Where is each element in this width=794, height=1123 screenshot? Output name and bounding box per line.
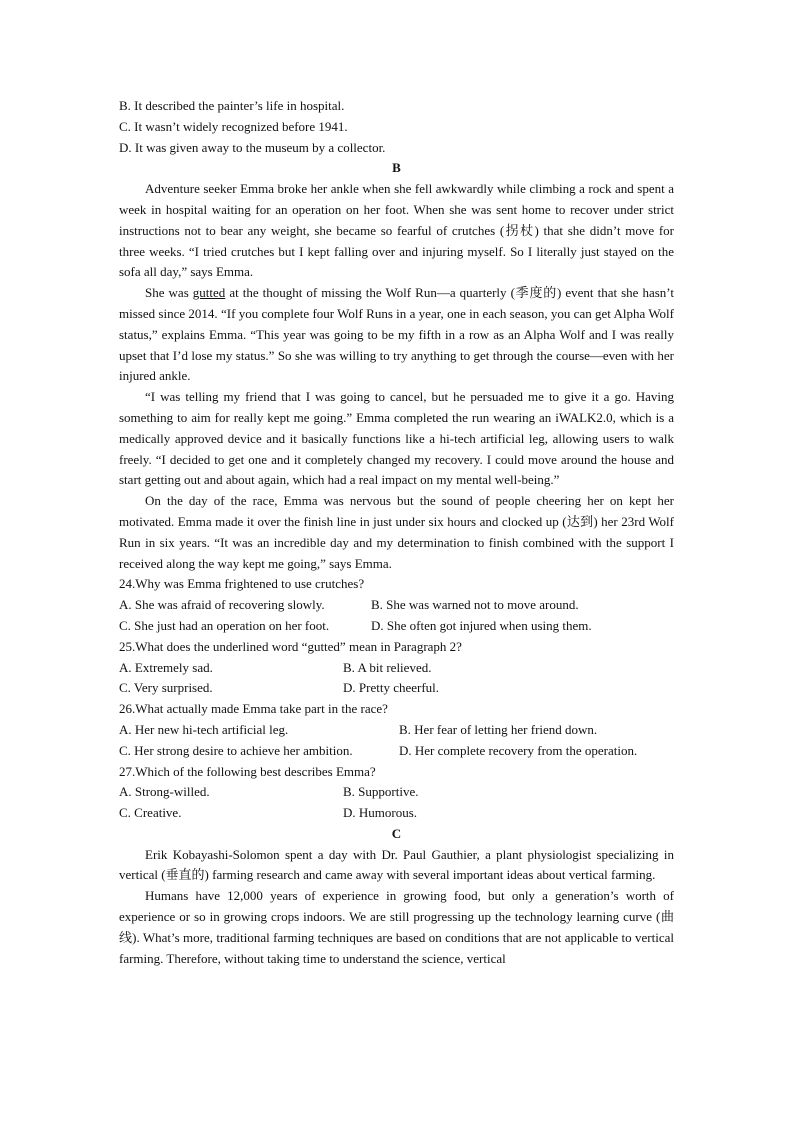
option-a: A. She was afraid of recovering slowly.: [119, 597, 325, 613]
option-c: C. Creative.: [119, 805, 182, 821]
section-b-paragraph-3: “I was telling my friend that I was going to cancel, but he persuaded me to give it a go. Having something to aim for really kept me going.” Emma completed the run wearing an iWALK2.0, which is a medically approved device and it basically functions like a hi-tech artificial leg, allowing users to walk freely. “I decided to get one and it completely changed my recovery. I could move around the house and start getting out and about again, which had a real impact on my mental well-being.”: [119, 389, 674, 488]
section-c-paragraph-1: Erik Kobayashi-Solomon spent a day with Dr. Paul Gauthier, a plant physiologist specializing in vertical (垂直的) farming research and came away with several important ideas about vertical farming.: [119, 846, 674, 883]
paragraph-2-start: She was: [145, 285, 193, 301]
option-c: C. Her strong desire to achieve her ambition.: [119, 742, 353, 758]
option-d: D. Her complete recovery from the operation.: [399, 742, 638, 758]
option-d: D. Pretty cheerful.: [343, 680, 440, 696]
section-b-heading: B: [392, 160, 401, 176]
question-27-options-row-1: [119, 782, 674, 803]
option-d: D. Humorous.: [343, 805, 418, 821]
section-c-heading: C: [391, 825, 402, 841]
option-b: B. Her fear of letting her friend down.: [399, 721, 598, 737]
question-24-options-row-2: [119, 616, 674, 637]
section-c-paragraph-2: Humans have 12,000 years of experience in growing food, but only a generation’s worth of experience or so in growing crops indoors. We are still progressing up the technology learning curve (曲线). What’s more, traditional farming techniques are based on conditions that are not applicable to vertical farming. Therefore, without taking time to understand the science, vertical: [119, 888, 674, 966]
section-b-paragraph-4: On the day of the race, Emma was nervous but the sound of people cheering her on kept her motivated. Emma made it over the finish line in just under six hours and clocked up (达到) her 23rd Wolf Run in six years. “It was an incredible day and my determination to finish combined with the support I received along the way kept me going,” says Emma.: [119, 493, 674, 571]
section-b-paragraph-2: [119, 283, 674, 387]
question-25-stem: 25.What does the underlined word “gutted” mean in Paragraph 2?: [119, 638, 462, 654]
underlined-word-gutted: gutted: [192, 285, 226, 301]
option-a: A. Strong-willed.: [119, 784, 210, 800]
option-a: A. Extremely sad.: [119, 659, 213, 675]
question-24-options-row-1: [119, 595, 674, 616]
option-a: A. Her new hi-tech artificial leg.: [119, 721, 289, 737]
option-b: B. Supportive.: [343, 784, 419, 800]
question-27-stem: 27.Which of the following best describes Emma?: [119, 763, 376, 779]
option-c: C. She just had an operation on her foot.: [119, 617, 330, 633]
option-d: D. She often got injured when using them.: [371, 617, 592, 633]
question-27-options-row-2: [119, 803, 674, 824]
option-b: B. She was warned not to move around.: [371, 597, 579, 613]
page-content: [119, 96, 674, 969]
section-b-paragraph-1: Adventure seeker Emma broke her ankle when she fell awkwardly while climbing a rock and spent a week in hospital waiting for an operation on her foot. When she was sent home to recover under strict instructions not to bear any weight, she became so fearful of crutches (拐杖) that she didn’t move for three weeks. “I tried crutches but I kept falling over and injuring myself. So I literally just stayed on the sofa all day,” says Emma.: [119, 181, 674, 280]
question-26-options-row-2: [119, 741, 674, 762]
option-b: B. A bit relieved.: [343, 659, 432, 675]
question-26-stem: 26.What actually made Emma take part in the race?: [119, 701, 388, 717]
question-25-options-row-1: [119, 658, 674, 679]
prev-option-c: C. It wasn’t widely recognized before 1941.: [119, 118, 348, 134]
question-26-options-row-1: [119, 720, 674, 741]
paragraph-2-rest: at the thought of missing the Wolf Run—a quarterly (季度的) event that she hasn’t missed since 2014. “If you complete four Wolf Runs in a year, one in each season, you can get Alpha Wolf status,” explains Emma. “This year was going to be my fifth in a row as an Alpha Wolf and I was really upset that I’d lose my status.” So she was willing to try anything to get through the course—even with her injured ankle.: [119, 285, 675, 384]
option-c: C. Very surprised.: [119, 680, 213, 696]
prev-option-b: B. It described the painter’s life in hospital.: [119, 98, 345, 113]
prev-option-d: D. It was given away to the museum by a collector.: [119, 139, 386, 155]
question-24-stem: 24.Why was Emma frightened to use crutches?: [119, 576, 365, 592]
question-25-options-row-2: [119, 678, 674, 699]
